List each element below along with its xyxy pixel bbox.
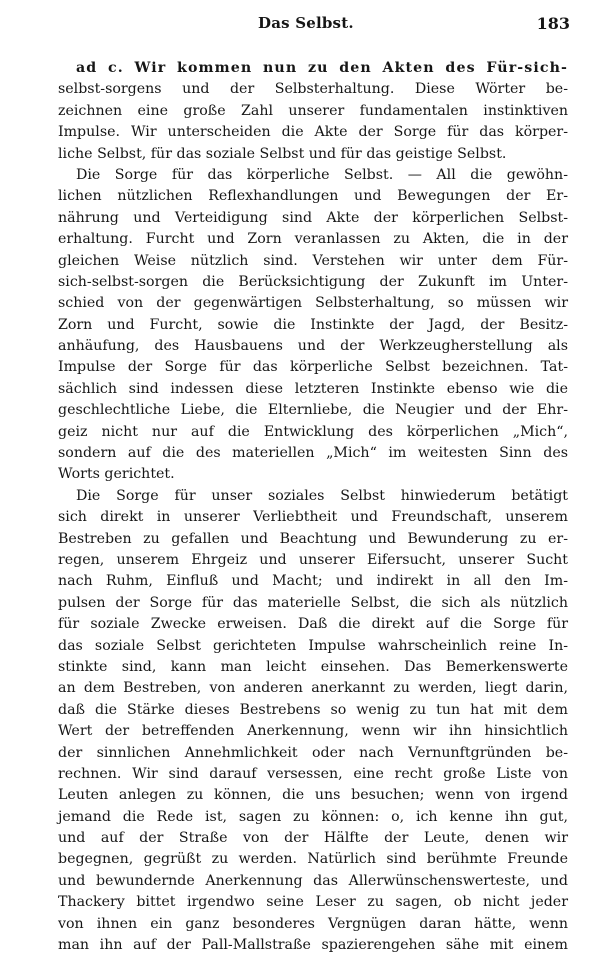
- text-line: ad c. Wir kommen nun zu den Akten des Für-sich-: [76, 60, 568, 76]
- text-line: liche Selbst, für das soziale Selbst und für das geistige Selbst.: [58, 145, 507, 162]
- text-line: selbst-sorgens und der Selbsterhaltung. Diese Wörter be-: [58, 81, 568, 98]
- text-line: sich direkt in unserer Verliebtheit und Freundschaft, unserem: [58, 509, 568, 526]
- text-line: sondern auf die des materiellen „Mich“ im weitesten Sinn des: [58, 445, 568, 462]
- text-line: nach Ruhm, Einfluß und Macht; und indirekt in all den Im-: [58, 573, 568, 590]
- text-line: begegnen, gegrüßt zu werden. Natürlich sind berühmte Freunde: [58, 851, 568, 868]
- text-line: Zorn und Furcht, sowie die Instinkte der Jagd, der Besitz-: [58, 316, 568, 333]
- page-header: [0, 14, 600, 40]
- text-line: sächlich sind indessen diese letzteren Instinkte ebenso wie die: [58, 380, 568, 397]
- text-line: sich-selbst-sorgen die Berücksichtigung der Zukunft im Unter-: [58, 273, 568, 290]
- text-line: und auf der Straße von der Hälfte der Leute, denen wir: [58, 830, 568, 847]
- text-line: erhaltung. Furcht und Zorn veranlassen zu Akten, die in der: [58, 231, 568, 248]
- text-line: von ihnen ein ganz besonderes Vergnügen daran hätte, wenn: [58, 915, 568, 932]
- text-line: Worts gerichtet.: [58, 466, 175, 483]
- text-line: jemand die Rede ist, sagen zu können: o, ich kenne ihn gut,: [58, 808, 568, 825]
- running-title: Das Selbst.: [258, 14, 354, 32]
- text-line: daß die Stärke dieses Bestrebens so wenig zu tun hat mit dem: [58, 701, 568, 718]
- text-line: und bewundernde Anerkennung das Allerwünschenswerteste, und: [58, 872, 568, 889]
- text-line: zeichnen eine große Zahl unserer fundamentalen instinktiven: [58, 102, 568, 119]
- text-line: stinkte sind, kann man leicht einsehen. Das Bemerkenswerte: [58, 658, 568, 675]
- text-line: nährung und Verteidigung sind Akte der körperlichen Selbst-: [58, 209, 568, 226]
- text-line: Die Sorge für unser soziales Selbst hinwiederum betätigt: [76, 487, 568, 504]
- text-line: für soziale Zwecke erweisen. Daß die direkt auf die Sorge für: [58, 616, 568, 633]
- text-line: Bestreben zu gefallen und Beachtung und Bewunderung zu er-: [58, 530, 568, 547]
- text-line: anhäufung, des Hausbauens und der Werkzeugherstellung als: [58, 338, 568, 355]
- text-line: rechnen. Wir sind darauf versessen, eine recht große Liste von: [58, 765, 568, 782]
- text-line: Impulse der Sorge für das körperliche Selbst bezeichnen. Tat-: [58, 359, 568, 376]
- text-line: gleichen Weise nützlich sind. Verstehen wir unter dem Für-: [58, 252, 568, 269]
- text-line: geiz nicht nur auf die Entwicklung des körperlichen „Mich“,: [58, 423, 568, 440]
- text-line: pulsen der Sorge für das materielle Selbst, die sich als nützlich: [58, 594, 568, 611]
- text-line: Impulse. Wir unterscheiden die Akte der Sorge für das körper-: [58, 124, 568, 141]
- text-line: geschlechtliche Liebe, die Elternliebe, die Neugier und der Ehr-: [58, 402, 568, 419]
- body-text: [58, 58, 568, 956]
- text-line: Die Sorge für das körperliche Selbst. — All die gewöhn-: [76, 166, 568, 183]
- text-line: lichen nützlichen Reflexhandlungen und Bewegungen der Er-: [58, 188, 568, 205]
- page-number: 183: [536, 14, 570, 33]
- text-line: Leuten anlegen zu können, die uns besuchen; wenn von irgend: [58, 787, 568, 804]
- text-line: an dem Bestreben, von anderen anerkannt zu werden, liegt darin,: [58, 680, 568, 697]
- text-line: man ihn auf der Pall-Mallstraße spazierengehen sähe mit einem: [58, 937, 568, 954]
- text-line: das soziale Selbst gerichteten Impulse wahrscheinlich reine In-: [58, 637, 568, 654]
- text-line: schied von der gegenwärtigen Selbsterhaltung, so müssen wir: [58, 295, 568, 312]
- text-line: Thackery bittet irgendwo seine Leser zu sagen, ob nicht jeder: [58, 894, 568, 911]
- text-line: regen, unserem Ehrgeiz und unserer Eifersucht, unserer Sucht: [58, 551, 568, 568]
- text-line: der sinnlichen Annehmlichkeit oder nach Vernunftgründen be-: [58, 744, 568, 761]
- text-line: Wert der betreffenden Anerkennung, wenn wir ihn hinsichtlich: [58, 723, 568, 740]
